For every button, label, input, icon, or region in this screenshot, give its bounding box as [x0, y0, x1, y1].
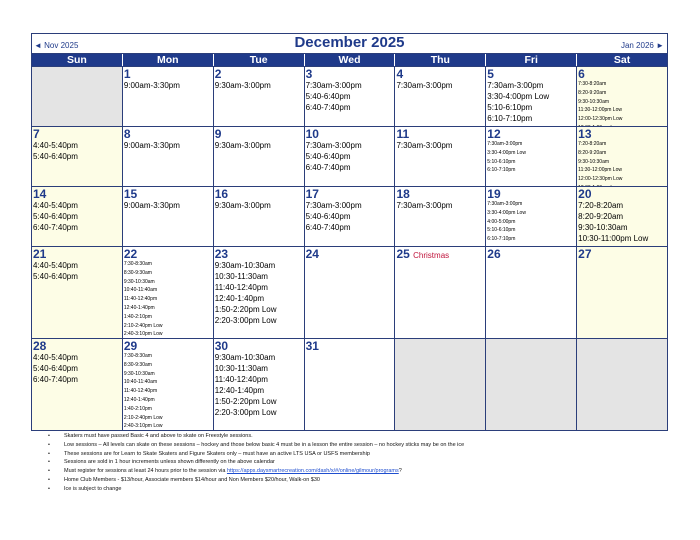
weekday-fri: Fri	[485, 54, 576, 66]
calendar-title: December 2025	[294, 34, 405, 51]
day-number	[215, 68, 303, 80]
day-number-label: 25	[396, 247, 410, 261]
day-cell[interactable]	[485, 67, 576, 126]
day-number	[578, 128, 666, 140]
day-number-label: 21	[33, 247, 47, 261]
day-number-label: 29	[123, 339, 138, 353]
day-number-label: 13	[578, 127, 592, 141]
session-time: 12:40-1:40pm	[123, 396, 155, 403]
day-number	[124, 188, 212, 200]
holiday-label: Christmas	[413, 251, 450, 260]
session-time	[578, 184, 666, 186]
day-number	[306, 248, 394, 260]
day-cell[interactable]	[576, 247, 667, 338]
session-time: 6:40-7:40pm	[305, 103, 351, 112]
note-item	[48, 476, 648, 485]
session-time: 9:30-10:30am	[578, 223, 628, 232]
day-number	[306, 340, 394, 352]
day-cell[interactable]	[304, 187, 395, 246]
day-cell[interactable]	[213, 187, 304, 246]
session-time: 7:30am-3:00pm	[305, 81, 362, 90]
day-number-label: 7	[33, 127, 40, 141]
day-cell[interactable]	[122, 187, 213, 246]
note-item	[48, 432, 648, 441]
day-number	[578, 68, 666, 80]
day-number	[578, 248, 666, 260]
session-time: 10:30-11:30am	[214, 364, 268, 373]
session-time: 1:50-2:20pm Low	[214, 305, 277, 314]
day-number	[33, 188, 121, 200]
day-number	[215, 188, 303, 200]
day-cell[interactable]	[304, 67, 395, 126]
session-time: 5:40-6:40pm	[305, 92, 351, 101]
session-time: 10:40-11:40am	[123, 287, 158, 294]
weekday-header	[32, 54, 667, 66]
session-time: 1:40-2:10pm	[123, 405, 152, 412]
note-text: Must register for sessions at least 24 hours prior to the session via	[64, 468, 227, 475]
session-time: 7:30am-3:00pm	[396, 201, 453, 210]
day-number	[33, 128, 121, 140]
session-time: 4:00-5:00pm	[487, 218, 516, 225]
session-time: 5:40-6:40pm	[305, 212, 351, 221]
day-number-label: 4	[396, 67, 404, 81]
session-time: 1:50-2:20pm Low	[214, 397, 277, 406]
session-time: 1:40-2:10pm	[123, 313, 152, 320]
empty-day-cell	[394, 339, 485, 430]
session-time: 6:10-7:10pm	[487, 167, 516, 174]
day-cell[interactable]	[32, 339, 122, 430]
session-time	[578, 244, 666, 246]
day-number	[124, 68, 212, 80]
session-time: 3:30-4:00pm Low	[487, 149, 526, 156]
session-time: 2:10-2:40pm Low	[123, 322, 163, 329]
registration-link[interactable]: https://apps.daysmartrecreation.com/dash/x/#/online/gilmour/programs	[226, 468, 399, 475]
session-time: 7:30am-3:00pm	[487, 201, 523, 207]
day-number-label: 12	[487, 127, 501, 141]
session-time: 6:10-7:10pm	[487, 236, 516, 243]
day-cell[interactable]	[485, 187, 576, 246]
session-time: 9:30-10:30am	[578, 98, 610, 105]
session-time: 9:30-10:30am	[578, 158, 610, 165]
session-time: 4:40-5:40pm	[33, 353, 78, 362]
day-number	[487, 188, 575, 200]
prev-month-link[interactable]: ◄ Nov 2025	[34, 41, 79, 50]
weekday-thu: Thu	[394, 54, 485, 66]
session-time: 9:30am-3:00pm	[214, 201, 271, 210]
day-number	[487, 128, 575, 140]
day-number-label: 20	[578, 187, 592, 201]
session-time: 4:40-5:40pm	[33, 201, 78, 210]
note-text: Skaters must have passed Basic 4 and above to skate on Freestyle sessions.	[64, 433, 253, 439]
day-number-label: 14	[33, 187, 47, 201]
session-time: 6:40-7:40pm	[33, 223, 78, 232]
session-time: 9:00am-3:30pm	[123, 141, 180, 150]
note-item	[48, 485, 648, 494]
day-cell[interactable]	[122, 247, 213, 338]
day-number	[487, 248, 575, 260]
day-number-label: 31	[305, 339, 319, 353]
day-number	[33, 340, 121, 352]
session-time: 6:40-7:40pm	[305, 163, 351, 172]
session-time: 9:00am-3:30pm	[123, 81, 180, 90]
session-time: 11:40-12:40pm	[214, 283, 268, 292]
note-suffix: ?	[398, 468, 402, 475]
session-time: 7:20-8:20am	[578, 141, 607, 147]
session-time: 7:30am-3:00pm	[396, 141, 453, 150]
empty-day-cell	[576, 339, 667, 430]
day-number-label: 8	[123, 127, 131, 141]
calendar-header	[32, 34, 667, 54]
session-time: 8:20-9:20am	[578, 89, 607, 96]
day-number-label: 27	[578, 247, 592, 261]
calendar	[31, 33, 668, 431]
day-cell[interactable]	[213, 247, 304, 338]
note-text: Ice is subject to change	[64, 485, 122, 492]
day-cell[interactable]	[213, 127, 304, 186]
day-number-label: 16	[214, 187, 229, 201]
day-cell[interactable]	[485, 247, 576, 338]
session-time: 5:10-6:10pm	[487, 227, 516, 234]
day-cell[interactable]	[304, 247, 395, 338]
session-time: 10:30-11:00pm Low	[578, 234, 649, 243]
day-number-label: 3	[305, 67, 313, 81]
session-time: 11:40-12:40pm	[123, 296, 158, 303]
day-number-label: 10	[305, 127, 319, 141]
note-text: Home Club Members - $13/hour, Associate members $14/hour and Non Members $20/hour, Walk-on $30	[64, 476, 320, 483]
session-time: 7:20-8:20am	[578, 201, 624, 210]
session-time: 5:40-6:40pm	[33, 152, 78, 161]
session-time: 7:30-8:30am	[123, 353, 152, 359]
day-number	[578, 188, 666, 200]
session-time	[578, 124, 666, 126]
note-item	[48, 441, 648, 450]
session-time: 2:10-2:40pm Low	[123, 414, 163, 421]
day-number	[396, 68, 484, 80]
session-time: 12:40-1:40pm	[214, 294, 265, 303]
day-number	[33, 248, 121, 260]
session-time: 2:40-3:10pm Low	[123, 423, 163, 430]
session-time: 9:30am-10:30am	[214, 353, 276, 362]
day-number-label: 17	[305, 187, 319, 201]
session-time: 4:40-5:40pm	[33, 261, 78, 270]
day-number	[124, 340, 212, 352]
day-cell[interactable]	[576, 127, 667, 186]
session-time: 7:30am-3:00pm	[396, 81, 453, 90]
session-time: 5:10-6:10pm	[487, 158, 516, 165]
day-cell[interactable]	[213, 339, 304, 430]
session-time: 4:40-5:40pm	[33, 141, 78, 150]
day-number-label: 19	[487, 187, 501, 201]
day-number	[306, 188, 394, 200]
session-time: 7:30-8:20am	[578, 81, 607, 87]
session-time: 11:30-12:00pm Low	[578, 107, 622, 114]
day-cell[interactable]	[576, 67, 667, 126]
session-time: 12:40-1:40pm	[123, 304, 155, 311]
session-time: 10:40-11:40am	[123, 379, 158, 386]
day-cell[interactable]	[576, 187, 667, 246]
session-time: 11:40-12:40pm	[123, 388, 158, 395]
session-time: 2:40-3:10pm Low	[123, 331, 163, 338]
day-cell[interactable]	[122, 127, 213, 186]
day-cell[interactable]	[304, 127, 395, 186]
session-time: 5:40-6:40pm	[33, 364, 78, 373]
empty-day-cell	[32, 67, 122, 126]
day-number	[215, 340, 303, 352]
day-number-label: 11	[396, 127, 410, 141]
session-time: 6:10-7:10pm	[487, 114, 533, 123]
day-number-label: 5	[487, 67, 494, 81]
day-number-label: 2	[214, 67, 222, 81]
day-number-label: 6	[578, 67, 585, 81]
session-time: 7:30am-3:00pm	[487, 81, 544, 90]
session-time: 9:30-10:30am	[123, 278, 155, 285]
day-number-label: 15	[123, 187, 138, 201]
session-time: 8:20-9:20am	[578, 149, 607, 156]
day-number	[306, 128, 394, 140]
session-time: 3:30-4:00pm Low	[487, 209, 526, 216]
week-row	[32, 66, 667, 126]
session-time: 2:20-3:00pm Low	[214, 316, 277, 325]
day-cell[interactable]	[304, 339, 395, 430]
day-number-label: 23	[214, 247, 229, 261]
day-number-label: 18	[396, 187, 410, 201]
session-time: 12:00-12:30pm Low	[578, 176, 623, 183]
session-time: 7:30-8:30am	[123, 261, 152, 267]
session-time: 9:00am-3:30pm	[123, 201, 180, 210]
day-number	[396, 248, 484, 262]
day-number-label: 1	[123, 67, 131, 81]
note-text: Low sessions – All levels can skate on these sessions – hockey and those below basic 4 must be in a lesson the entire session – no hockey sticks may be on the ice	[64, 441, 465, 448]
weekday-sun: Sun	[67, 54, 87, 66]
day-number	[396, 128, 484, 140]
week-row	[32, 126, 667, 186]
day-number	[124, 248, 212, 260]
session-time: 9:30am-3:00pm	[214, 141, 271, 150]
session-time: 10:30-11:30am	[214, 272, 268, 281]
day-number	[306, 68, 394, 80]
session-time: 5:40-6:40pm	[33, 212, 78, 221]
day-cell[interactable]	[394, 247, 485, 338]
note-text: Sessions are sold in 1 hour increments unless shown differently on the above calendar	[64, 459, 275, 466]
session-time: 5:40-6:40pm	[33, 272, 78, 281]
day-number	[215, 128, 303, 140]
session-time: 11:40-12:40pm	[214, 375, 268, 384]
session-time: 9:30-10:30am	[123, 370, 155, 377]
day-number	[124, 128, 212, 140]
empty-day-cell	[485, 339, 576, 430]
day-number	[487, 68, 575, 80]
day-number-label: 28	[33, 339, 47, 353]
day-number	[396, 188, 484, 200]
day-number-label: 24	[305, 247, 319, 261]
day-cell[interactable]	[485, 127, 576, 186]
session-time: 5:40-6:40pm	[305, 152, 351, 161]
calendar-grid	[32, 66, 667, 430]
day-number-label: 9	[214, 127, 222, 141]
day-number-label: 30	[214, 339, 229, 353]
session-time: 7:30am-3:00pm	[305, 141, 362, 150]
note-item	[48, 450, 648, 459]
day-cell[interactable]	[32, 127, 122, 186]
note-item	[48, 467, 648, 476]
session-time: 8:20-9:20am	[578, 212, 624, 221]
weekday-tue: Tue	[213, 54, 304, 66]
weekday-wed: Wed	[304, 54, 395, 66]
weekday-mon: Mon	[122, 54, 213, 66]
session-time: 11:30-12:00pm Low	[578, 167, 622, 174]
session-time: 12:40-1:40pm	[214, 386, 265, 395]
session-time: 3:30-4:00pm Low	[487, 92, 550, 101]
week-row	[32, 246, 667, 338]
session-time: 6:40-7:40pm	[305, 223, 351, 232]
notes-list	[48, 432, 648, 494]
day-number	[215, 248, 303, 260]
session-time: 9:30am-10:30am	[214, 261, 276, 270]
session-time: 6:40-7:40pm	[33, 375, 78, 384]
session-time: 7:30am-3:00pm	[305, 201, 362, 210]
next-month-link[interactable]: Jan 2026 ►	[620, 41, 664, 50]
session-time: 9:30am-3:00pm	[214, 81, 271, 90]
day-number-label: 26	[487, 247, 501, 261]
note-item	[48, 458, 648, 467]
session-time: 8:30-9:30am	[123, 361, 152, 368]
session-time: 2:20-3:00pm Low	[214, 408, 277, 417]
day-cell[interactable]	[32, 247, 122, 338]
session-time: 7:30am-3:00pm	[487, 141, 523, 147]
week-row	[32, 186, 667, 246]
day-cell[interactable]	[394, 67, 485, 126]
day-cell[interactable]	[32, 187, 122, 246]
day-cell[interactable]	[213, 67, 304, 126]
day-number-label: 22	[123, 247, 138, 261]
day-cell[interactable]	[394, 187, 485, 246]
note-text: These sessions are for Learn to Skate Skaters and Figure Skaters only – must have an active LTS USA or USFS membership	[64, 450, 370, 457]
day-cell[interactable]	[122, 67, 213, 126]
session-time: 12:00-12:30pm Low	[578, 116, 623, 123]
weekday-sat: Sat	[576, 54, 667, 66]
session-time: 5:10-6:10pm	[487, 103, 533, 112]
session-time: 8:30-9:30am	[123, 269, 152, 276]
week-row	[32, 338, 667, 430]
day-cell[interactable]	[394, 127, 485, 186]
day-cell[interactable]	[122, 339, 213, 430]
